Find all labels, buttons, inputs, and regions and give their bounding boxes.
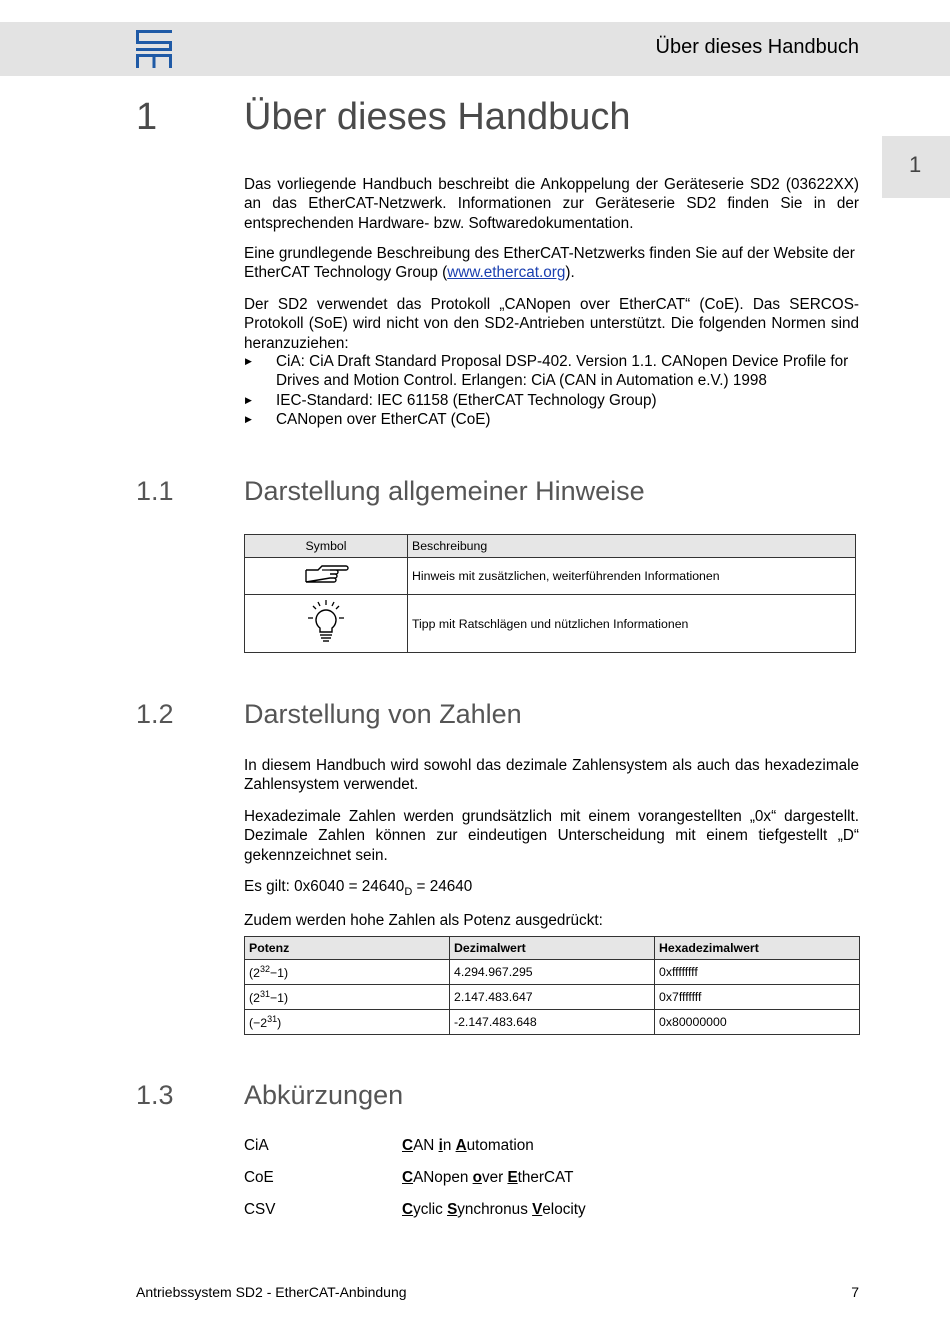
powers-table	[244, 936, 860, 1035]
abbreviation-value	[402, 1137, 534, 1155]
footer-document-title: Antriebssystem SD2 - EtherCAT-Anbindung	[136, 1284, 407, 1300]
abbreviation-text: yclic	[413, 1201, 448, 1218]
website-paragraph	[244, 244, 859, 283]
table-cell: $(2^{31}-1)$	[245, 985, 450, 1010]
bullet-triangle-icon: ▶	[245, 394, 252, 405]
table-header-cell: Hexadezimalwert	[655, 937, 860, 960]
table-cell: $(2^{32}-1)$	[245, 960, 450, 985]
website-text-before: Eine grundlegende Beschreibung des EtherCAT-Netzwerks finden Sie auf der Website der EtherCAT Technology Group (	[244, 245, 855, 282]
table-row	[245, 595, 856, 653]
abbreviation-value	[402, 1201, 586, 1219]
abbreviation-initial: i	[438, 1137, 443, 1154]
table-row	[245, 985, 860, 1010]
bullet-triangle-icon: ▶	[245, 356, 252, 366]
table-row	[245, 960, 860, 985]
abbreviation-text: utomation	[466, 1137, 534, 1154]
table-row	[245, 1010, 860, 1035]
table-cell: 0x80000000	[655, 1010, 860, 1035]
page-number: 7	[851, 1284, 859, 1300]
standards-list	[244, 352, 859, 429]
chapter-tab-number: 1	[909, 152, 922, 177]
website-text-after: ).	[565, 264, 575, 282]
abbreviation-initial: o	[472, 1169, 482, 1186]
table-header-cell: Dezimalwert	[450, 937, 655, 960]
section-title: Darstellung allgemeiner Hinweise	[244, 476, 645, 506]
table-header-cell: Beschreibung	[408, 535, 856, 558]
abbreviation-initial: E	[507, 1169, 518, 1186]
chapter-tab	[882, 136, 950, 198]
light-bulb-icon	[304, 598, 348, 646]
numbers-paragraph: In diesem Handbuch wird sowohl das dezimale Zahlensystem als auch das hexadezimale Zahlensystem verwendet.	[244, 757, 859, 794]
abbreviation-initial: C	[402, 1201, 414, 1218]
bullet-triangle-icon: ▶	[245, 413, 252, 424]
protocol-paragraph: Der SD2 verwendet das Protokoll „CANopen over EtherCAT“ (CoE). Das SERCOS-Protokoll (SoE) wird nicht von den SD2-Antrieben unterstützt. Die folgenden Normen sind heranzuziehen:	[244, 296, 859, 352]
chapter-title: Über dieses Handbuch	[244, 96, 631, 138]
abbreviation-initial: S	[447, 1201, 458, 1218]
example-line: Es gilt: $0x6040 = 24640_D = 24640$	[244, 878, 473, 899]
abbreviation-initial: C	[402, 1169, 414, 1186]
table-cell: 0xffffffff	[655, 960, 860, 985]
abbreviation-text: ver	[481, 1169, 508, 1186]
table-cell: -2.147.483.648	[450, 1010, 655, 1035]
abbreviation-key: CSV	[244, 1201, 276, 1218]
abbreviation-text: elocity	[542, 1201, 586, 1218]
section-title: Darstellung von Zahlen	[244, 699, 522, 729]
table-cell	[245, 595, 408, 653]
abbreviation-text: therCAT	[517, 1169, 574, 1186]
hex-paragraph: Hexadezimale Zahlen werden grundsätzlich mit einem vorangestellten „0x“ dargestellt. Dezimale Zahlen können zur eindeutigen Unterscheidung mit einem tiefgestellt „D“ gekennzeichnet sein.	[244, 808, 859, 864]
table-header-row	[245, 535, 856, 558]
table-cell: 0x7fffffff	[655, 985, 860, 1010]
table-cell: 4.294.967.295	[450, 960, 655, 985]
list-item: ▶ CANopen over EtherCAT (CoE)	[245, 410, 491, 428]
table-header-row	[245, 937, 860, 960]
section-number: 1.3	[136, 1080, 174, 1110]
abbreviation-text: ynchronus	[457, 1201, 533, 1218]
table-cell: Tipp mit Ratschlägen und nützlichen Informationen	[408, 595, 856, 653]
symbol-table	[244, 534, 856, 653]
chapter-number: 1	[136, 96, 158, 138]
power-intro: Zudem werden hohe Zahlen als Potenz ausgedrückt:	[244, 912, 603, 929]
table-cell: Hinweis mit zusätzlichen, weiterführenden Informationen	[408, 558, 856, 595]
abbreviation-initial: V	[532, 1201, 543, 1218]
list-item: ▶ CiA: CiA Draft Standard Proposal DSP-402. Version 1.1. CANopen Device Profile for Drives and Motion Control. Erlangen: CiA (CAN in Automation e.V.) 1998	[245, 353, 849, 390]
ethercat-link[interactable]: www.ethercat.org	[447, 264, 566, 282]
table-row	[245, 558, 856, 595]
company-logo	[136, 30, 172, 68]
list-item: ▶ IEC-Standard: IEC 61158 (EtherCAT Technology Group)	[245, 391, 657, 409]
table-header-cell: Symbol	[245, 535, 408, 558]
section-title: Abkürzungen	[244, 1080, 404, 1110]
abbreviation-initial: A	[455, 1137, 467, 1154]
table-cell: 2.147.483.647	[450, 985, 655, 1010]
table-cell: $(-2^{31})$	[245, 1010, 450, 1035]
abbreviation-initial: C	[402, 1137, 414, 1154]
decimal-subscript: D	[404, 886, 413, 899]
intro-paragraph: Das vorliegende Handbuch beschreibt die Ankoppelung der Geräteserie SD2 (03622XX) an das EtherCAT-Netzwerk. Informationen zur Geräteserie SD2 finden Sie in der entsprechenden Hardware- bzw. Softwaredokumentation.	[244, 176, 859, 232]
table-header-cell: Potenz	[245, 937, 450, 960]
header-title: Über dieses Handbuch	[655, 36, 859, 58]
abbreviation-text: n	[442, 1137, 456, 1154]
abbreviation-text: AN	[413, 1137, 439, 1154]
pointing-hand-icon	[302, 561, 350, 589]
abbreviation-text: ANopen	[413, 1169, 473, 1186]
abbreviation-key: CoE	[244, 1169, 274, 1186]
section-number: 1.2	[136, 699, 174, 729]
abbreviation-value	[402, 1169, 573, 1187]
table-cell	[245, 558, 408, 595]
section-number: 1.1	[136, 476, 174, 506]
abbreviation-key: CiA	[244, 1137, 269, 1154]
